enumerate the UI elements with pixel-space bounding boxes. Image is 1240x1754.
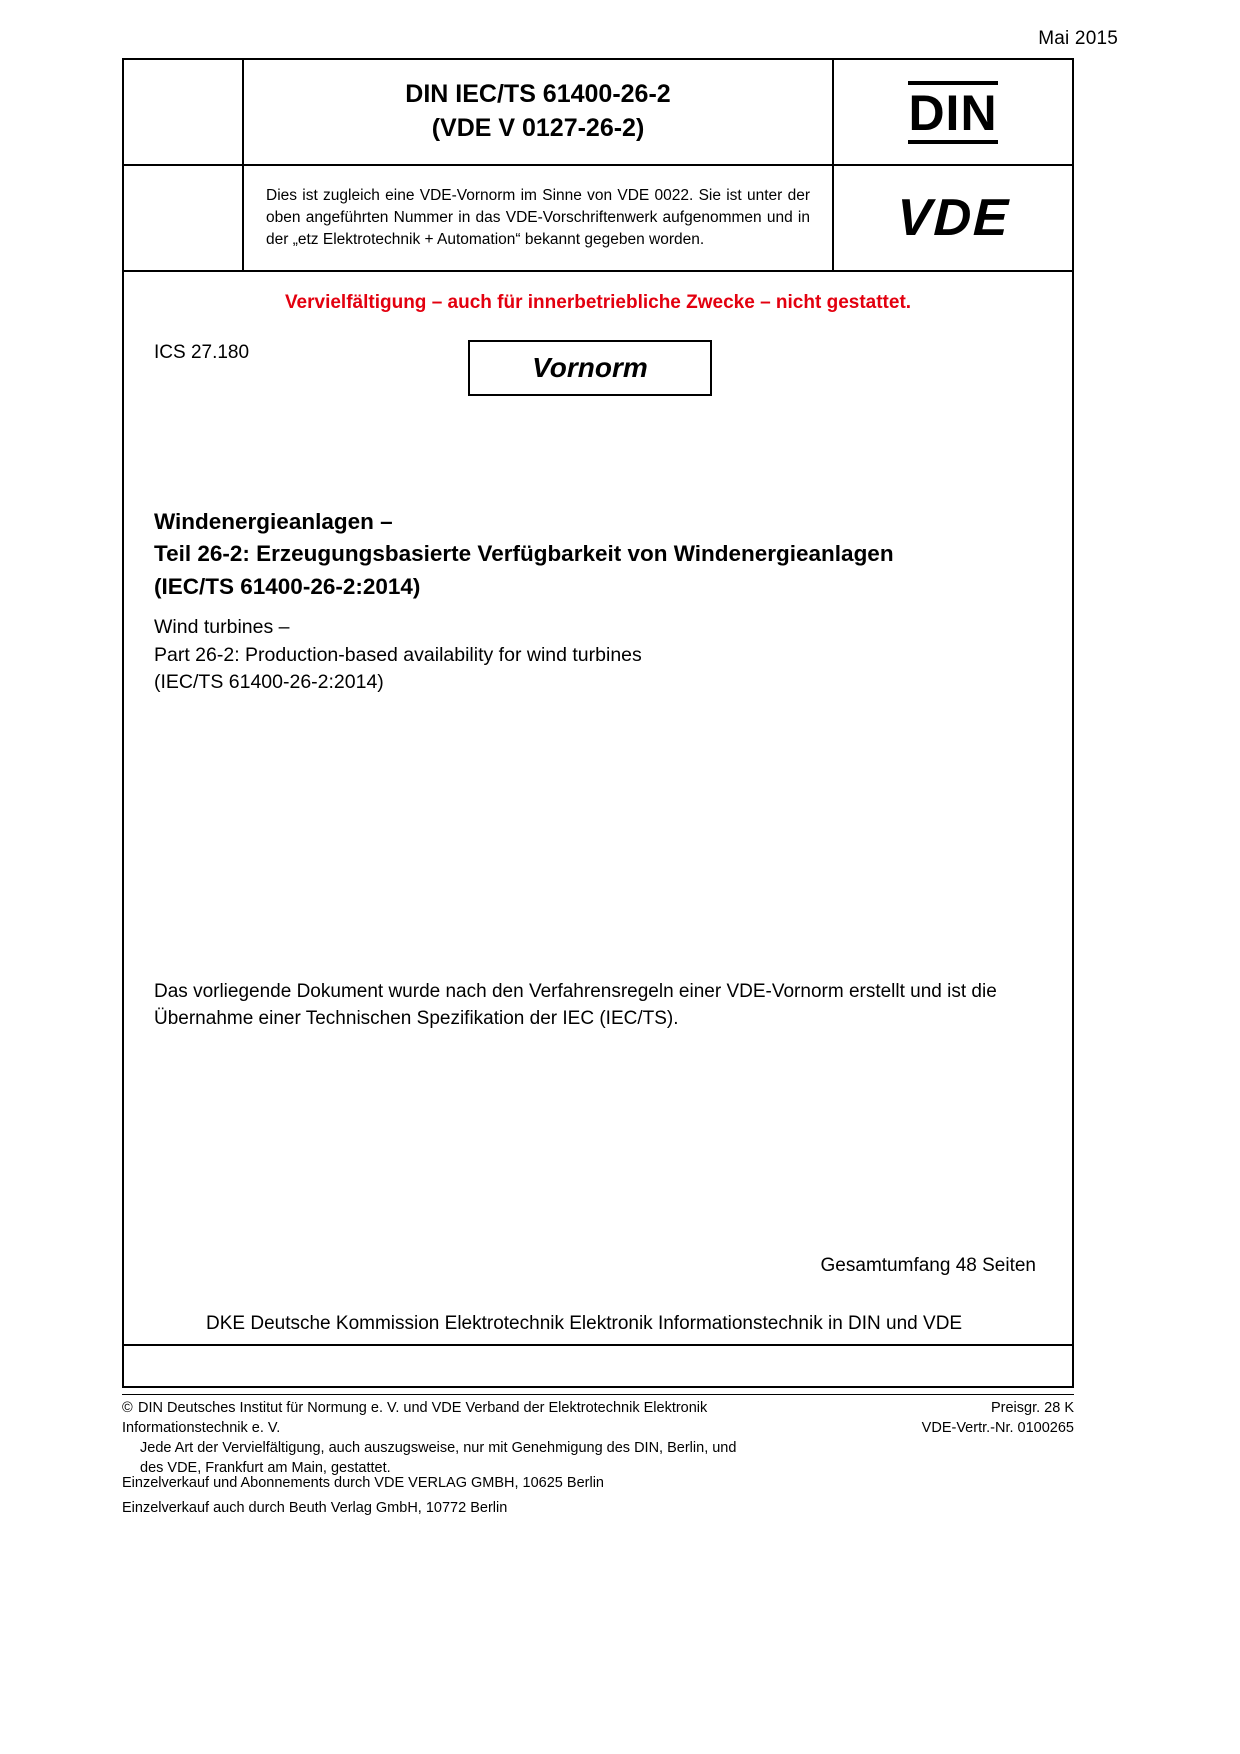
- standard-number-line-2: (VDE V 0127-26-2): [431, 114, 645, 142]
- frame-bottom-divider: [124, 1344, 1072, 1346]
- din-logo-cell: [832, 60, 1072, 164]
- title-english: [154, 614, 1032, 697]
- vde-logo: VDE: [895, 189, 1011, 247]
- footer-line-3: des VDE, Frankfurt am Main, gestattet.: [140, 1460, 391, 1476]
- standard-number-line-1: DIN IEC/TS 61400-26-2: [405, 80, 671, 109]
- vde-logo-cell: [832, 166, 1072, 270]
- title-english-line-2: Part 26-2: Production-based availability for wind turbines: [154, 643, 642, 666]
- footer-divider: [122, 1394, 1074, 1395]
- din-logo: DIN: [908, 81, 997, 144]
- vde-note-text: Dies ist zugleich eine VDE-Vornorm im Sinne von VDE 0022. Sie ist unter der oben angeführten Nummer in das VDE-Vorschriftenwerk aufgenommen und in der „etz Elektrotechnik + Automation“ bekannt gegeben worden.: [266, 187, 810, 248]
- footer-line-2: Jede Art der Vervielfältigung, auch auszugsweise, nur mit Genehmigung des DIN, Berlin, und: [140, 1440, 737, 1456]
- footer-price-block: [844, 1398, 1074, 1438]
- price-group: Preisgr. 28 K: [990, 1400, 1074, 1416]
- header-left-cell-empty-2: [124, 166, 244, 270]
- footer-line-5: Einzelverkauf auch durch Beuth Verlag GmbH, 10772 Berlin: [122, 1500, 508, 1516]
- footer-line-4: Einzelverkauf und Abonnements durch VDE VERLAG GMBH, 10625 Berlin: [122, 1475, 604, 1491]
- title-german: [154, 506, 1032, 603]
- vornorm-box: [468, 340, 712, 396]
- title-frame: [122, 58, 1074, 1388]
- footer-line-1: DIN Deutsches Institut für Normung e. V. und VDE Verband der Elektrotechnik Elektronik Informationstechnik e. V.: [122, 1400, 708, 1436]
- title-german-line-1: Windenergieanlagen –: [154, 509, 393, 534]
- procedure-note: Das vorliegende Dokument wurde nach den Verfahrensregeln einer VDE-Vornorm erstellt und ist die Übernahme einer Technischen Spezifikation der IEC (IEC/TS).: [154, 981, 997, 1030]
- dke-committee-line: DKE Deutsche Kommission Elektrotechnik Elektronik Informationstechnik in DIN und VDE: [206, 1313, 963, 1334]
- footer-distribution-block: [122, 1468, 882, 1518]
- header-left-cell-empty: [124, 60, 244, 164]
- title-english-line-1: Wind turbines –: [154, 616, 290, 638]
- vde-vertr-nr: VDE-Vertr.-Nr. 0100265: [921, 1420, 1074, 1436]
- total-pages: Gesamtumfang 48 Seiten: [820, 1255, 1036, 1276]
- ics-code: ICS 27.180: [154, 342, 250, 363]
- title-german-line-3: (IEC/TS 61400-26-2:2014): [154, 573, 421, 599]
- vde-note-block: [244, 166, 832, 270]
- footer-copyright-block: [122, 1398, 822, 1478]
- standard-number-block: [244, 60, 832, 164]
- issue-date: Mai 2015: [1038, 28, 1118, 49]
- copyright-icon: ©: [122, 1400, 133, 1416]
- header-row-vde-note: [124, 166, 1072, 272]
- header-row-standard-number: [124, 60, 1072, 166]
- footer-line-1-wrap: [122, 1398, 822, 1438]
- reproduction-warning: Vervielfältigung – auch für innerbetriebliche Zwecke – nicht gestattet.: [284, 292, 912, 313]
- vornorm-label: Vornorm: [532, 352, 648, 383]
- title-german-line-2: Teil 26-2: Erzeugungsbasierte Verfügbarkeit von Windenergieanlagen: [154, 541, 894, 567]
- title-english-line-3: (IEC/TS 61400-26-2:2014): [154, 671, 384, 694]
